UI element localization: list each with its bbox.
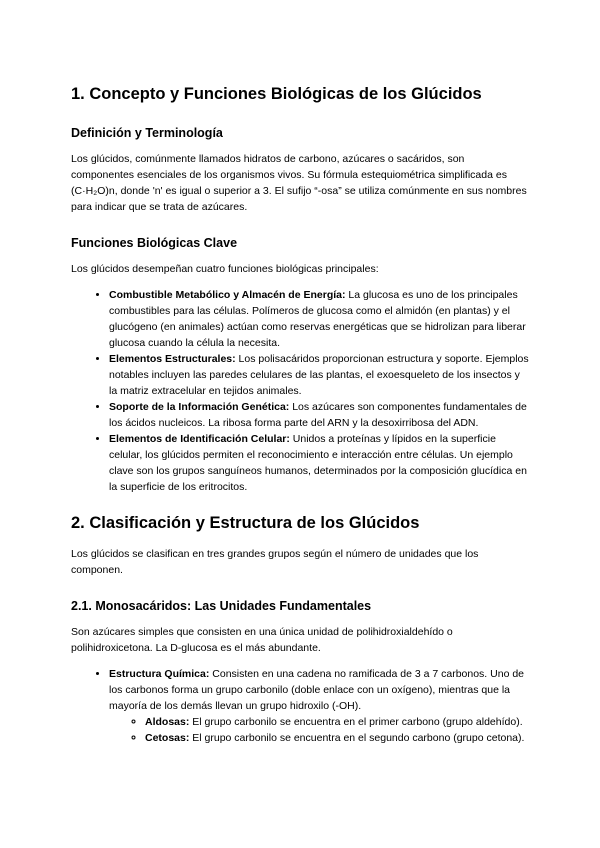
paragraph-clasificacion-intro: Los glúcidos se clasifican en tres grandes grupos según el número de unidades que los componen. bbox=[71, 547, 479, 576]
list-item-cetosas bbox=[145, 730, 529, 746]
sub-bullet-list-carbonilo bbox=[109, 714, 529, 746]
list-item-lead: Soporte de la Información Genética: bbox=[109, 401, 290, 414]
list-item-lead: Combustible Metabólico y Almacén de Energía: bbox=[109, 289, 346, 302]
list-item-lead: Elementos Estructurales: bbox=[109, 353, 236, 366]
list-item-combustible bbox=[109, 287, 529, 351]
list-item-lead: Elementos de Identificación Celular: bbox=[109, 433, 290, 446]
heading-funciones-biologicas: Funciones Biológicas Clave bbox=[71, 235, 238, 250]
bullet-list-funciones bbox=[71, 287, 529, 495]
heading-definicion-terminologia: Definición y Terminología bbox=[71, 125, 223, 140]
list-item-text: El grupo carbonilo se encuentra en el segundo carbono (grupo cetona). bbox=[189, 732, 525, 744]
list-item-text: La glucosa es uno de los principales combustibles para las células. Polímeros de glucosa como el almidón (en plantas) y el glucógeno (en animales) actúan como reservas energéticas que se hidrolizan para liberar glucosa cuando la célula la necesita. bbox=[109, 289, 526, 350]
section-1-title: 1. Concepto y Funciones Biológicas de los Glúcidos bbox=[71, 85, 482, 103]
list-item-text: Los azúcares son componentes fundamentales de los ácidos nucleicos. La ribosa forma parte del ARN y la desoxirribosa del ADN. bbox=[109, 401, 527, 430]
list-item-informacion-genetica bbox=[109, 399, 529, 431]
section-2-title: 2. Clasificación y Estructura de los Glúcidos bbox=[71, 514, 420, 533]
list-item-lead: Aldosas: bbox=[145, 716, 190, 728]
list-item-aldosas bbox=[145, 714, 529, 730]
list-item-text: Los polisacáridos proporcionan estructura y soporte. Ejemplos notables incluyen las paredes celulares de las plantas, el exoesqueleto de los insectos y la matriz extracelular en tejidos animales. bbox=[109, 353, 529, 398]
list-item-estructura-quimica bbox=[109, 666, 529, 746]
paragraph-funciones-intro: Los glúcidos desempeñan cuatro funciones biológicas principales: bbox=[71, 263, 379, 276]
list-item-identificacion-celular bbox=[109, 431, 529, 495]
list-item-lead: Cetosas: bbox=[145, 732, 190, 744]
list-item-lead: Estructura Química: bbox=[109, 668, 210, 680]
list-item-estructurales bbox=[109, 351, 529, 399]
bullet-list-estructura bbox=[71, 666, 529, 746]
list-item-text: El grupo carbonilo se encuentra en el primer carbono (grupo aldehído). bbox=[189, 716, 523, 728]
paragraph-monosacaridos: Son azúcares simples que consisten en una única unidad de polihidroxialdehído o polihidroxicetona. La D-glucosa es el más abundante. bbox=[71, 626, 453, 654]
list-item-text: Unidos a proteínas y lípidos en la superficie celular, los glúcidos permiten el reconocimiento e interacción entre células. Un ejemplo clave son los grupos sanguíneos humanos, determinados por la composición glucídica en la superficie de los eritrocitos. bbox=[109, 433, 527, 494]
paragraph-definicion: Los glúcidos, comúnmente llamados hidratos de carbono, azúcares o sacáridos, son componentes esenciales de los organismos vivos. Su fórmula estequiométrica simplificada es (C·H₂O)n, donde 'n' es igual o superior a 3. El sufijo “-osa” se utiliza comúnmente en sus nombres para indicar que se trata de azúcares. bbox=[71, 152, 527, 213]
heading-monosacaridos: 2.1. Monosacáridos: Las Unidades Fundamentales bbox=[71, 598, 372, 613]
list-item-text: Consisten en una cadena no ramificada de 3 a 7 carbonos. Uno de los carbonos forma un grupo carbonilo (doble enlace con un oxígeno), mientras que la mayoría de los demás llevan un grupo hidroxilo (-OH). bbox=[109, 668, 525, 712]
